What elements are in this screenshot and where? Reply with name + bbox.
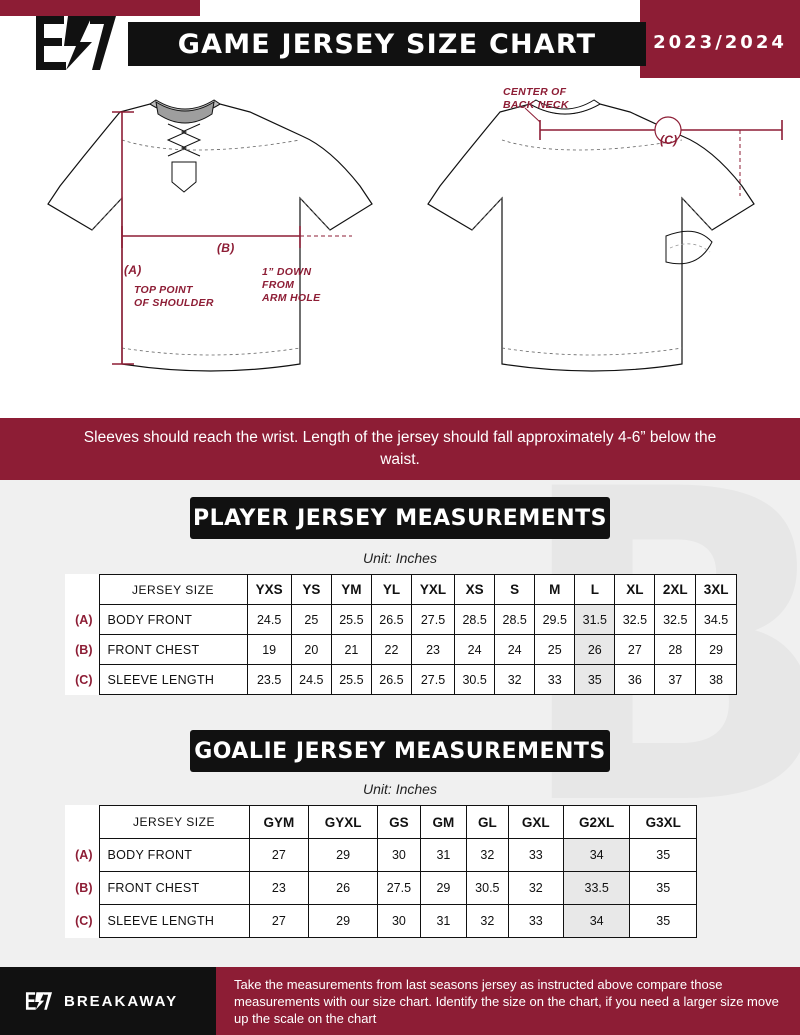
row-marker-b: (B) — [75, 881, 93, 895]
cell-value: 32 — [508, 872, 563, 905]
player-section-title-text: PLAYER JERSEY MEASUREMENTS — [192, 505, 608, 531]
page-header — [0, 0, 800, 78]
row-label: BODY FRONT — [99, 605, 247, 635]
cell-value: 24 — [455, 635, 495, 665]
player-measurements-table — [65, 574, 737, 695]
header-size-ym: YM — [331, 575, 371, 605]
cell-value: 35 — [630, 905, 697, 938]
label-one-inch-down: 1” DOWN FROM ARM HOLE — [262, 266, 321, 304]
cell-value: 26 — [575, 635, 615, 665]
row-label: FRONT CHEST — [99, 872, 249, 905]
cell-value: 34 — [563, 905, 630, 938]
cell-value: 19 — [247, 635, 291, 665]
header-size-gs: GS — [377, 806, 420, 839]
cell-value: 23 — [249, 872, 309, 905]
player-unit-label: Unit: Inches — [363, 550, 437, 566]
cell-value: 20 — [291, 635, 331, 665]
table-row — [65, 905, 697, 938]
instruction-band-text: Sleeves should reach the wrist. Length of the jersey should fall approximately 4-6” below the waist. — [83, 429, 717, 468]
cell-value: 30 — [377, 839, 420, 872]
cell-value: 27 — [615, 635, 655, 665]
page-footer — [0, 967, 800, 1035]
cell-value: 26.5 — [371, 665, 411, 695]
cell-value: 29 — [420, 872, 466, 905]
header-marker-spacer — [65, 806, 99, 839]
header-size-gm: GM — [420, 806, 466, 839]
label-b-marker: (B) — [217, 241, 235, 255]
player-section-title — [190, 497, 610, 539]
page-title-text: GAME JERSEY SIZE CHART — [177, 28, 597, 60]
row-marker-b: (B) — [75, 642, 93, 657]
cell-value: 27.5 — [411, 665, 454, 695]
header-size-yl: YL — [371, 575, 411, 605]
jersey-illustration-svg — [0, 78, 800, 418]
cell-value: 27.5 — [377, 872, 420, 905]
page-title — [128, 22, 646, 66]
cell-value: 33 — [508, 839, 563, 872]
cell-value: 33 — [508, 905, 563, 938]
cell-value: 27 — [249, 839, 309, 872]
row-label: FRONT CHEST — [99, 635, 247, 665]
header-marker-spacer — [65, 575, 99, 605]
header-size-gxl: GXL — [508, 806, 563, 839]
header-size-xs: XS — [455, 575, 495, 605]
table-row — [65, 839, 697, 872]
cell-value: 32 — [495, 665, 535, 695]
cell-value: 36 — [615, 665, 655, 695]
cell-value: 25 — [291, 605, 331, 635]
header-size-3xl: 3XL — [696, 575, 737, 605]
footer-brand-name: BREAKAWAY — [64, 992, 179, 1010]
header-size-ys: YS — [291, 575, 331, 605]
goalie-unit-label: Unit: Inches — [363, 781, 437, 797]
row-marker-c: (C) — [75, 672, 93, 687]
cell-value: 32 — [467, 839, 509, 872]
cell-value: 24.5 — [291, 665, 331, 695]
cell-value: 21 — [331, 635, 371, 665]
cell-value: 31 — [420, 839, 466, 872]
row-marker-a: (A) — [75, 848, 93, 862]
row-label: SLEEVE LENGTH — [99, 665, 247, 695]
header-size-g3xl: G3XL — [630, 806, 697, 839]
cell-value: 29 — [309, 905, 378, 938]
cell-value: 32 — [467, 905, 509, 938]
cell-value: 25.5 — [331, 605, 371, 635]
goalie-section-title-text: GOALIE JERSEY MEASUREMENTS — [194, 738, 606, 764]
cell-value: 22 — [371, 635, 411, 665]
header-size-gym: GYM — [249, 806, 309, 839]
table-header-row — [65, 575, 737, 605]
header-size-m: M — [535, 575, 575, 605]
cell-value: 34.5 — [696, 605, 737, 635]
back-jersey-drawing — [428, 104, 754, 371]
cell-value: 35 — [630, 839, 697, 872]
header-size-gyxl: GYXL — [309, 806, 378, 839]
cell-value: 24 — [495, 635, 535, 665]
header-size-s: S — [495, 575, 535, 605]
cell-value: 29.5 — [535, 605, 575, 635]
header-size-l: L — [575, 575, 615, 605]
table-row — [65, 872, 697, 905]
header-size-xl: XL — [615, 575, 655, 605]
footer-breakaway-logo-icon — [24, 984, 54, 1018]
front-jersey-drawing — [48, 104, 372, 371]
cell-value: 31 — [420, 905, 466, 938]
header-size-gl: GL — [467, 806, 509, 839]
header-jersey-size: JERSEY SIZE — [99, 806, 249, 839]
cell-value: 38 — [696, 665, 737, 695]
header-size-yxl: YXL — [411, 575, 454, 605]
footer-instructions — [216, 967, 800, 1035]
header-size-yxs: YXS — [247, 575, 291, 605]
cell-value: 37 — [655, 665, 696, 695]
cell-value: 29 — [309, 839, 378, 872]
cell-value: 23 — [411, 635, 454, 665]
label-a-marker: (A) — [124, 263, 142, 277]
cell-value: 23.5 — [247, 665, 291, 695]
season-label: 2023/2024 — [653, 32, 787, 53]
cell-value: 28 — [655, 635, 696, 665]
table-header-row — [65, 806, 697, 839]
cell-value: 28.5 — [495, 605, 535, 635]
cell-value: 26.5 — [371, 605, 411, 635]
cell-value: 32.5 — [655, 605, 696, 635]
cell-value: 24.5 — [247, 605, 291, 635]
cell-value: 30 — [377, 905, 420, 938]
breakaway-logo-icon — [30, 12, 122, 74]
cell-value: 25.5 — [331, 665, 371, 695]
footer-instructions-text: Take the measurements from last seasons jersey as instructed above compare those measurements with our size chart. Identify the size on the chart, if you need a larger size move up the scale on the chart — [234, 976, 779, 1026]
cell-value: 35 — [630, 872, 697, 905]
cell-value: 26 — [309, 872, 378, 905]
cell-value: 33 — [535, 665, 575, 695]
goalie-section-title — [190, 730, 610, 772]
label-center-back-neck: CENTER OF BACK NECK — [503, 86, 569, 111]
table-row — [65, 635, 737, 665]
cell-value: 32.5 — [615, 605, 655, 635]
label-top-point-shoulder: TOP POINT OF SHOULDER — [134, 284, 214, 309]
cell-value: 28.5 — [455, 605, 495, 635]
row-marker-c: (C) — [75, 914, 93, 928]
table-row — [65, 605, 737, 635]
jersey-diagram — [0, 78, 800, 418]
instruction-band — [0, 418, 800, 480]
cell-value: 34 — [563, 839, 630, 872]
row-label: SLEEVE LENGTH — [99, 905, 249, 938]
cell-value: 31.5 — [575, 605, 615, 635]
row-label: BODY FRONT — [99, 839, 249, 872]
cell-value: 27 — [249, 905, 309, 938]
label-c-marker: (C) — [660, 133, 678, 147]
header-size-2xl: 2XL — [655, 575, 696, 605]
cell-value: 25 — [535, 635, 575, 665]
cell-value: 35 — [575, 665, 615, 695]
row-marker-a: (A) — [75, 612, 93, 627]
header-jersey-size: JERSEY SIZE — [99, 575, 247, 605]
cell-value: 30.5 — [467, 872, 509, 905]
cell-value: 29 — [696, 635, 737, 665]
footer-brand — [0, 984, 215, 1018]
goalie-measurements-table — [65, 805, 697, 938]
cell-value: 27.5 — [411, 605, 454, 635]
cell-value: 33.5 — [563, 872, 630, 905]
table-row — [65, 665, 737, 695]
cell-value: 30.5 — [455, 665, 495, 695]
brand-logo — [30, 12, 122, 72]
header-size-g2xl: G2XL — [563, 806, 630, 839]
